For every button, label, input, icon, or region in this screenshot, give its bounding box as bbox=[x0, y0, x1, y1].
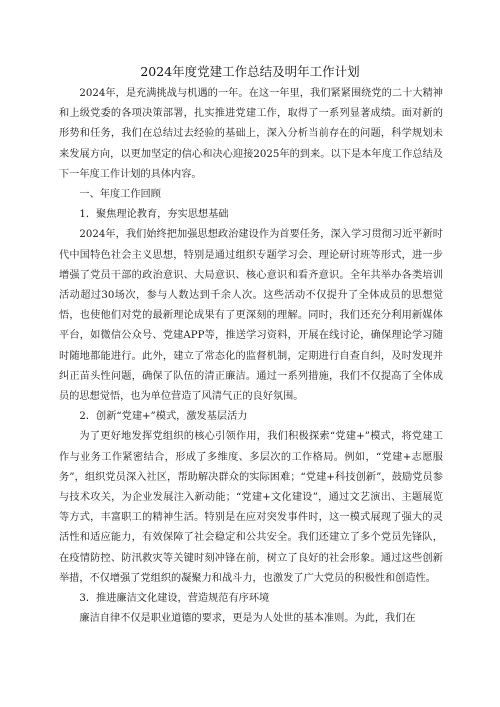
paragraph-theory-education: 2024年，我们始终把加强思想政治建设作为首要任务，深入学习贯彻习近平新时代中国特色社会主义思想，特别是通过组织专题学习会、理论研讨班等形式，进一步增强了党员干部的政治意识、大局意识、核心意识和看齐意识。全年共举办各类培训活动超过30场次，参与人数达到千余人次。这些活动不仅提升了全体成员的思想觉悟，也使他们对党的最新理论成果有了更深刻的理解。同时，我们还充分利用新媒体平台，如微信公众号、党建APP等，推送学习资料，开展在线讨论，确保理论学习随时随地都能进行。此外，建立了常态化的监督机制，定期进行自查自纠，及时发现并纠正苗头性问题，确保了队伍的清正廉洁。通过一系列措施，我们不仅提高了全体成员的思想觉悟，也为单位营造了风清气正的良好氛围。 bbox=[59, 229, 443, 403]
intro-paragraph: 2024年，是充满挑战与机遇的一年。在这一年里，我们紧紧围绕党的二十大精神和上级党委的各项决策部署，扎实推进党建工作，取得了一系列显著成绩。面对新的形势和任务，我们在总结过去经验的基础上，深入分析当前存在的问题，科学规划未来发展方向，以更加坚定的信心和决心迎接2025年的到来。以下是本年度工作总结及下一年度工作计划的具体内容。 bbox=[59, 88, 443, 180]
section-heading-review: 一、年度工作回顾 bbox=[79, 189, 161, 201]
paragraph-integrity-culture: 廉洁自律不仅是职业道德的要求，更是为人处世的基本准则。为此，我们在 bbox=[79, 613, 416, 625]
document-body bbox=[59, 84, 443, 629]
paragraph-party-building-plus: 为了更好地发挥党组织的核心引领作用，我们积极探索“党建+”模式，将党建工作与业务工作紧密结合，形成了多维度、多层次的工作格局。例如，“党建+志愿服务”，组织党员深入社区，帮助解决群众的实际困难；“党建+科技创新”，鼓励党员参与技术攻关，为企业发展注入新动能；“党建+文化建设”，通过文艺演出、主题展览等方式，丰富职工的精神生活。特别是在应对突发事件时，这一模式展现了强大的灵活性和适应能力，有效保障了社会稳定和公共安全。我们还建立了多个党员先锋队，在疫情防控、防汛救灾等关键时刻冲锋在前，树立了良好的社会形象。通过这些创新举措，不仅增强了党组织的凝聚力和战斗力，也激发了广大党员的积极性和创造性。 bbox=[59, 431, 443, 584]
subheading-theory-education: 1．聚焦理论教育，夯实思想基础 bbox=[79, 209, 229, 221]
document-title: 2024年度党建工作总结及明年工作计划 bbox=[140, 64, 360, 79]
subheading-party-building-plus: 2．创新“党建+”模式，激发基层活力 bbox=[79, 411, 248, 423]
subheading-integrity-culture: 3．推进廉洁文化建设，营造规范有序环境 bbox=[79, 593, 270, 605]
